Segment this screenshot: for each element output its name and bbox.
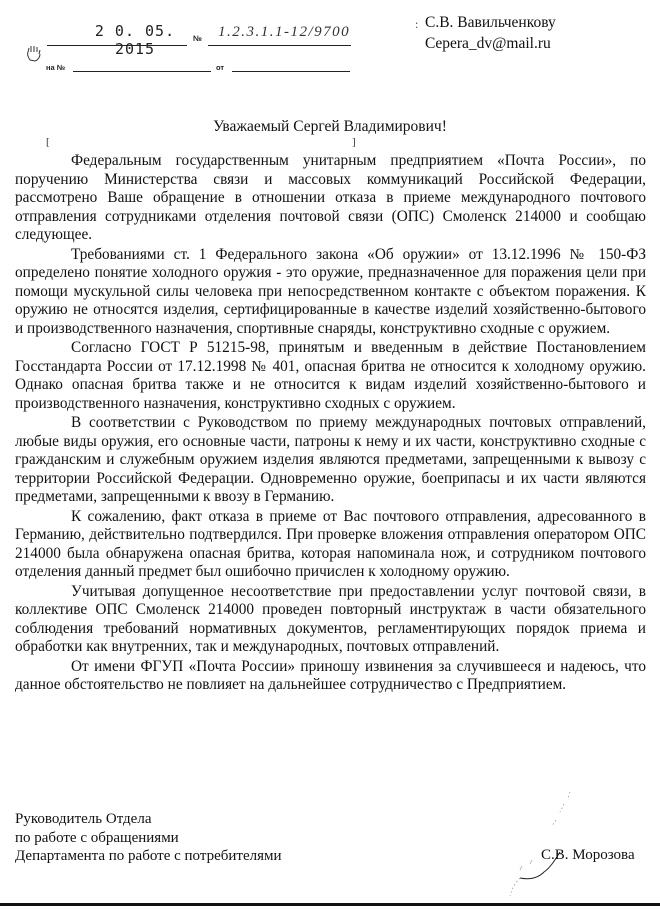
reply-to-label: на №: [46, 63, 66, 72]
date-underline: [47, 45, 187, 46]
handwritten-signature: [460, 790, 580, 900]
paragraph: В соответствии с Руководством по приему международных почтовых отправлений, любые виды оружия, его основные части, патроны к нему и их части, конструктивно сходные с гражданским и служебным оружием изделия являются предметами, запрещенными к вывозу с территории Российской Федерации. Одновременно оружие, боеприпасы и их части являются предметами, запрещенными к ввозу в Германию.: [15, 414, 646, 505]
signer-title-line: Департамента по работе с потребителями: [15, 848, 282, 864]
letter-date: 2 0. 05. 2015: [94, 22, 176, 58]
bracket-left: [: [46, 136, 50, 148]
from-label: от: [216, 63, 225, 72]
signer-name: С.В. Морозова: [541, 847, 635, 863]
greeting: Уважаемый Сергей Владимирович!: [213, 118, 447, 135]
paragraph: К сожалению, факт отказа в приеме от Вас почтового отправления, адресованного в Германию, действительно подтвердился. При проверке вложения отправления оператором ОПС 214000 была обнаружена опасная бритва, которая напоминала нож, и сотрудником почтового отделения данный предмет был ошибочно причислен к холодному оружию.: [15, 507, 646, 580]
letter-body: [15, 152, 646, 695]
signer-title: [15, 810, 282, 866]
signer-title-line: Руководитель Отдела: [15, 811, 152, 827]
recipient-name: С.В. Вавильченкову: [425, 14, 556, 31]
hand-icon: [25, 44, 45, 62]
letter-number: 1.2.3.1.1-12/9700: [218, 24, 351, 40]
paragraph: Согласно ГОСТ Р 51215-98, принятым и введенным в действие Постановлением Госстандарта России от 17.12.1998 № 401, опасная бритва не относится к холодному оружию. Однако опасная бритва также и не относится к видам изделий хозяйственно-бытового и производственного назначения, конструктивно сходных с оружием.: [15, 339, 646, 412]
number-label: №: [193, 34, 202, 43]
paragraph: От имени ФГУП «Почта России» приношу извинения за случившееся и надеюсь, что данное обстоятельство не повлияет на дальнейшее сотрудничество с Предприятием.: [15, 657, 646, 693]
paragraph: Учитывая допущенное несоответствие при предоставлении услуг почтовой связи, в коллективе ОПС Смоленск 214000 проведен повторный инструктаж в части обязательного соблюдения требований нормативных документов, регламентирующих порядок приема и обработки как внутренних, так и международных, почтовых отправлений.: [15, 582, 646, 655]
bottom-border: [0, 903, 660, 906]
recipient-email: Cepera_dv@mail.ru: [425, 35, 551, 52]
signer-title-line: по работе с обращениями: [15, 829, 179, 846]
paragraph: Требованиями ст. 1 Федерального закона «Об оружии» от 13.12.1996 № 150-ФЗ определено понятие холодного оружия - это оружие, предназначенное для поражения цели при помощи мускульной силы человека при непосредственном контакте с объектом поражения. К оружию не относятся изделия, сертифицированные в качестве изделий хозяйственно-бытового и производственного назначения, спортивные снаряды, конструктивно сходные с оружием.: [15, 245, 646, 337]
from-underline: [232, 71, 350, 72]
margin-mark: :: [415, 17, 419, 31]
recipient-block: [425, 12, 556, 54]
bracket-right: ]: [352, 136, 356, 148]
reply-to-underline: [73, 71, 211, 72]
number-underline: [208, 45, 351, 46]
paragraph: Федеральным государственным унитарным предприятием «Почта России», по поручению Министерства связи и массовых коммуникаций Российской Федерации, рассмотрено Ваше обращение в отношении отказа в приеме международного почтового отправления сотрудниками отделения почтовой связи (ОПС) Смоленск 214000 и сообщаю следующее.: [15, 152, 646, 243]
